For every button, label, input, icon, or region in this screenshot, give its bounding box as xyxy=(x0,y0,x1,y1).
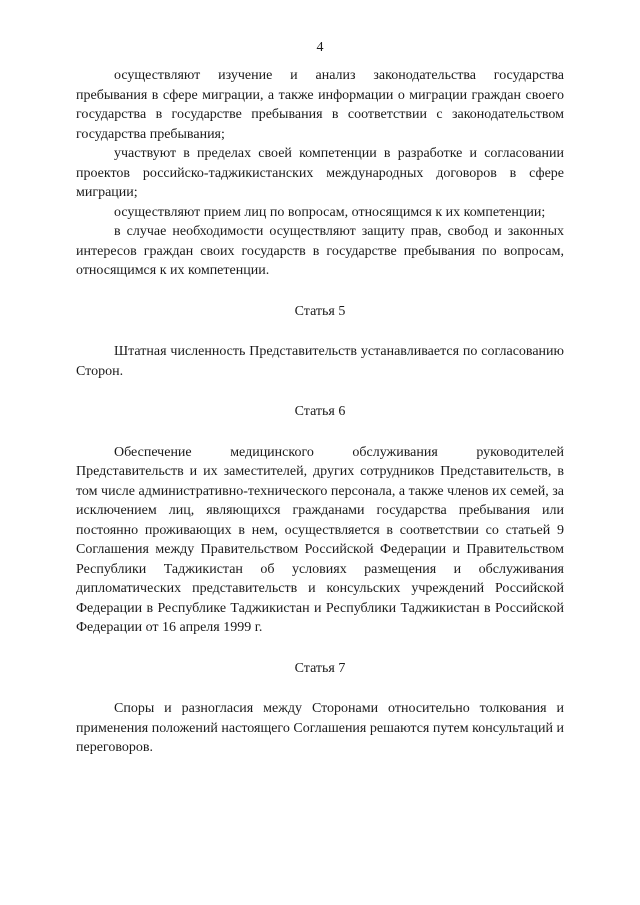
article-6-text: Обеспечение медицинского обслуживания руководителей Представительств и их заместителей, других сотрудников Представительств, в том числе административно-технического персонала, а также членов их семей, за исключением лиц, являющихся гражданами государства пребывания или постоянно проживающих в нем, осуществляется в соответствии со статьей 9 Соглашения между Правительством Российской Федерации и Правительством Республики Таджикистан об условиях размещения и обслуживания дипломатических представительств и консульских учреждений Российской Федерации в Республике Таджикистан и Республики Таджикистан в Российской Федерации от 16 апреля 1999 г. xyxy=(76,444,564,635)
article-6-heading: Статья 6 xyxy=(294,404,346,419)
article-5-text: Штатная численность Представительств устанавливается по согласованию Сторон. xyxy=(76,344,564,379)
paragraph-treaty-participation: участвуют в пределах своей компетенции в разработке и согласовании проектов российско-таджикистанских международных договоров в сфере миграции; xyxy=(76,146,564,200)
article-7-heading: Статья 7 xyxy=(294,660,346,676)
article-7-text: Споры и разногласия между Сторонами относительно толкования и применения положений настоящего Соглашения решаются путем консультаций и переговоров. xyxy=(76,701,564,755)
article-5-heading: Статья 5 xyxy=(294,303,346,319)
paragraph-rights-protection: в случае необходимости осуществляют защиту прав, свобод и законных интересов граждан своих государств в государстве пребывания по вопросам, относящимся к их компетенции. xyxy=(76,224,564,278)
page-number: 4 xyxy=(316,40,324,55)
paragraph-reception: осуществляют прием лиц по вопросам, относящимся к их компетенции; xyxy=(114,204,546,220)
paragraph-migration-analysis: осуществляют изучение и анализ законодательства государства пребывания в сфере миграции, а также информации о миграции граждан своего государства в государстве пребывания в соответствии с законодательством государства пребывания; xyxy=(76,68,564,142)
document-body xyxy=(76,66,564,758)
